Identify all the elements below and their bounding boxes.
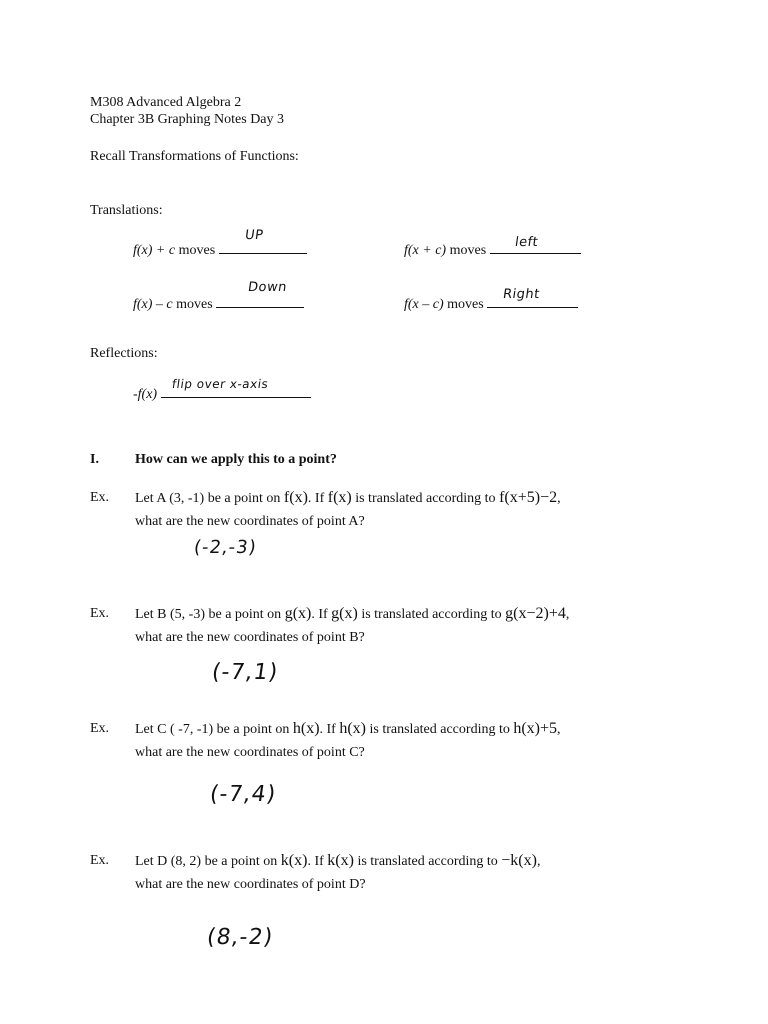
question-text: is translated according to — [357, 607, 506, 622]
reflection-expr: -f(x) — [133, 387, 158, 402]
handwritten-answer: flip over x-axis — [171, 377, 270, 391]
example-label: Ex. — [90, 490, 110, 505]
translation-expr: f(x) + c — [133, 243, 176, 258]
transform-expression: f(x+5)−2 — [499, 489, 558, 506]
example-question-line2: what are the new coordinates of point C? — [135, 745, 365, 760]
question-text: , — [557, 491, 561, 506]
reflections-heading: Reflections: — [90, 346, 158, 361]
example-question-line2: what are the new coordinates of point A? — [135, 514, 365, 529]
handwritten-answer: UP — [243, 228, 265, 243]
translations-heading: Translations: — [90, 203, 163, 218]
question-text: Let D (8, 2) be a point on — [135, 854, 281, 869]
example-label: Ex. — [90, 853, 110, 868]
question-text: Let C ( -7, -1) be a point on — [135, 722, 293, 737]
handwritten-answer: left — [513, 235, 540, 250]
handwritten-answer: (-2,-3) — [192, 537, 259, 558]
question-text: , — [536, 854, 541, 869]
section-title: How can we apply this to a point? — [135, 452, 337, 467]
function-notation: f(x) — [283, 489, 308, 506]
translation-expr: f(x + c) — [404, 243, 447, 258]
example-question-line1 — [135, 852, 540, 871]
example-question-line2: what are the new coordinates of point B? — [135, 630, 365, 645]
question-text: . If — [311, 607, 332, 622]
example-question-line2: what are the new coordinates of point D? — [135, 877, 366, 892]
example-question-line1 — [135, 720, 561, 739]
question-text: Let B (5, -3) be a point on — [135, 607, 285, 622]
question-text: is translated according to — [366, 722, 514, 737]
question-text: , — [557, 722, 561, 737]
handwritten-answer: Down — [246, 280, 288, 295]
handwritten-answer: (-7,1) — [210, 660, 280, 685]
transform-expression: g(x−2)+4 — [505, 605, 566, 622]
recall-heading: Recall Transformations of Functions: — [90, 149, 299, 164]
transform-expression: h(x)+5 — [513, 720, 558, 737]
question-text: . If — [307, 491, 328, 506]
translation-moves: moves — [443, 297, 488, 312]
question-text: , — [565, 607, 570, 622]
function-notation: k(x) — [327, 852, 354, 869]
example-question-line1 — [135, 489, 561, 508]
transform-expression: −k(x) — [501, 852, 537, 869]
question-text: . If — [307, 854, 328, 869]
function-notation: h(x) — [339, 720, 366, 737]
course-title: M308 Advanced Algebra 2 — [90, 95, 242, 110]
example-question-line1 — [135, 605, 569, 624]
function-notation: k(x) — [280, 852, 308, 869]
function-notation: f(x) — [327, 489, 352, 506]
question-text: Let A (3, -1) be a point on — [135, 491, 284, 506]
handwritten-answer: (-7,4) — [208, 782, 278, 807]
handwritten-answer: (8,-2) — [205, 925, 275, 950]
translation-moves: moves — [446, 243, 490, 258]
question-text: is translated according to — [351, 491, 500, 506]
translation-item-left — [404, 237, 581, 260]
function-notation: g(x) — [284, 605, 312, 622]
chapter-title: Chapter 3B Graphing Notes Day 3 — [90, 112, 285, 127]
section-number: I. — [90, 452, 99, 467]
function-notation: h(x) — [292, 720, 320, 737]
translation-item-right — [404, 291, 578, 314]
translation-expr: f(x) – c — [133, 297, 173, 312]
translation-expr: f(x – c) — [404, 297, 444, 312]
question-text: . If — [319, 722, 340, 737]
translation-item-up — [133, 237, 307, 260]
translation-moves: moves — [175, 243, 219, 258]
translation-moves: moves — [172, 297, 217, 312]
example-label: Ex. — [90, 721, 110, 736]
function-notation: g(x) — [331, 605, 358, 622]
example-label: Ex. — [90, 606, 110, 621]
question-text: is translated according to — [353, 854, 502, 869]
handwritten-answer: Right — [501, 287, 541, 302]
